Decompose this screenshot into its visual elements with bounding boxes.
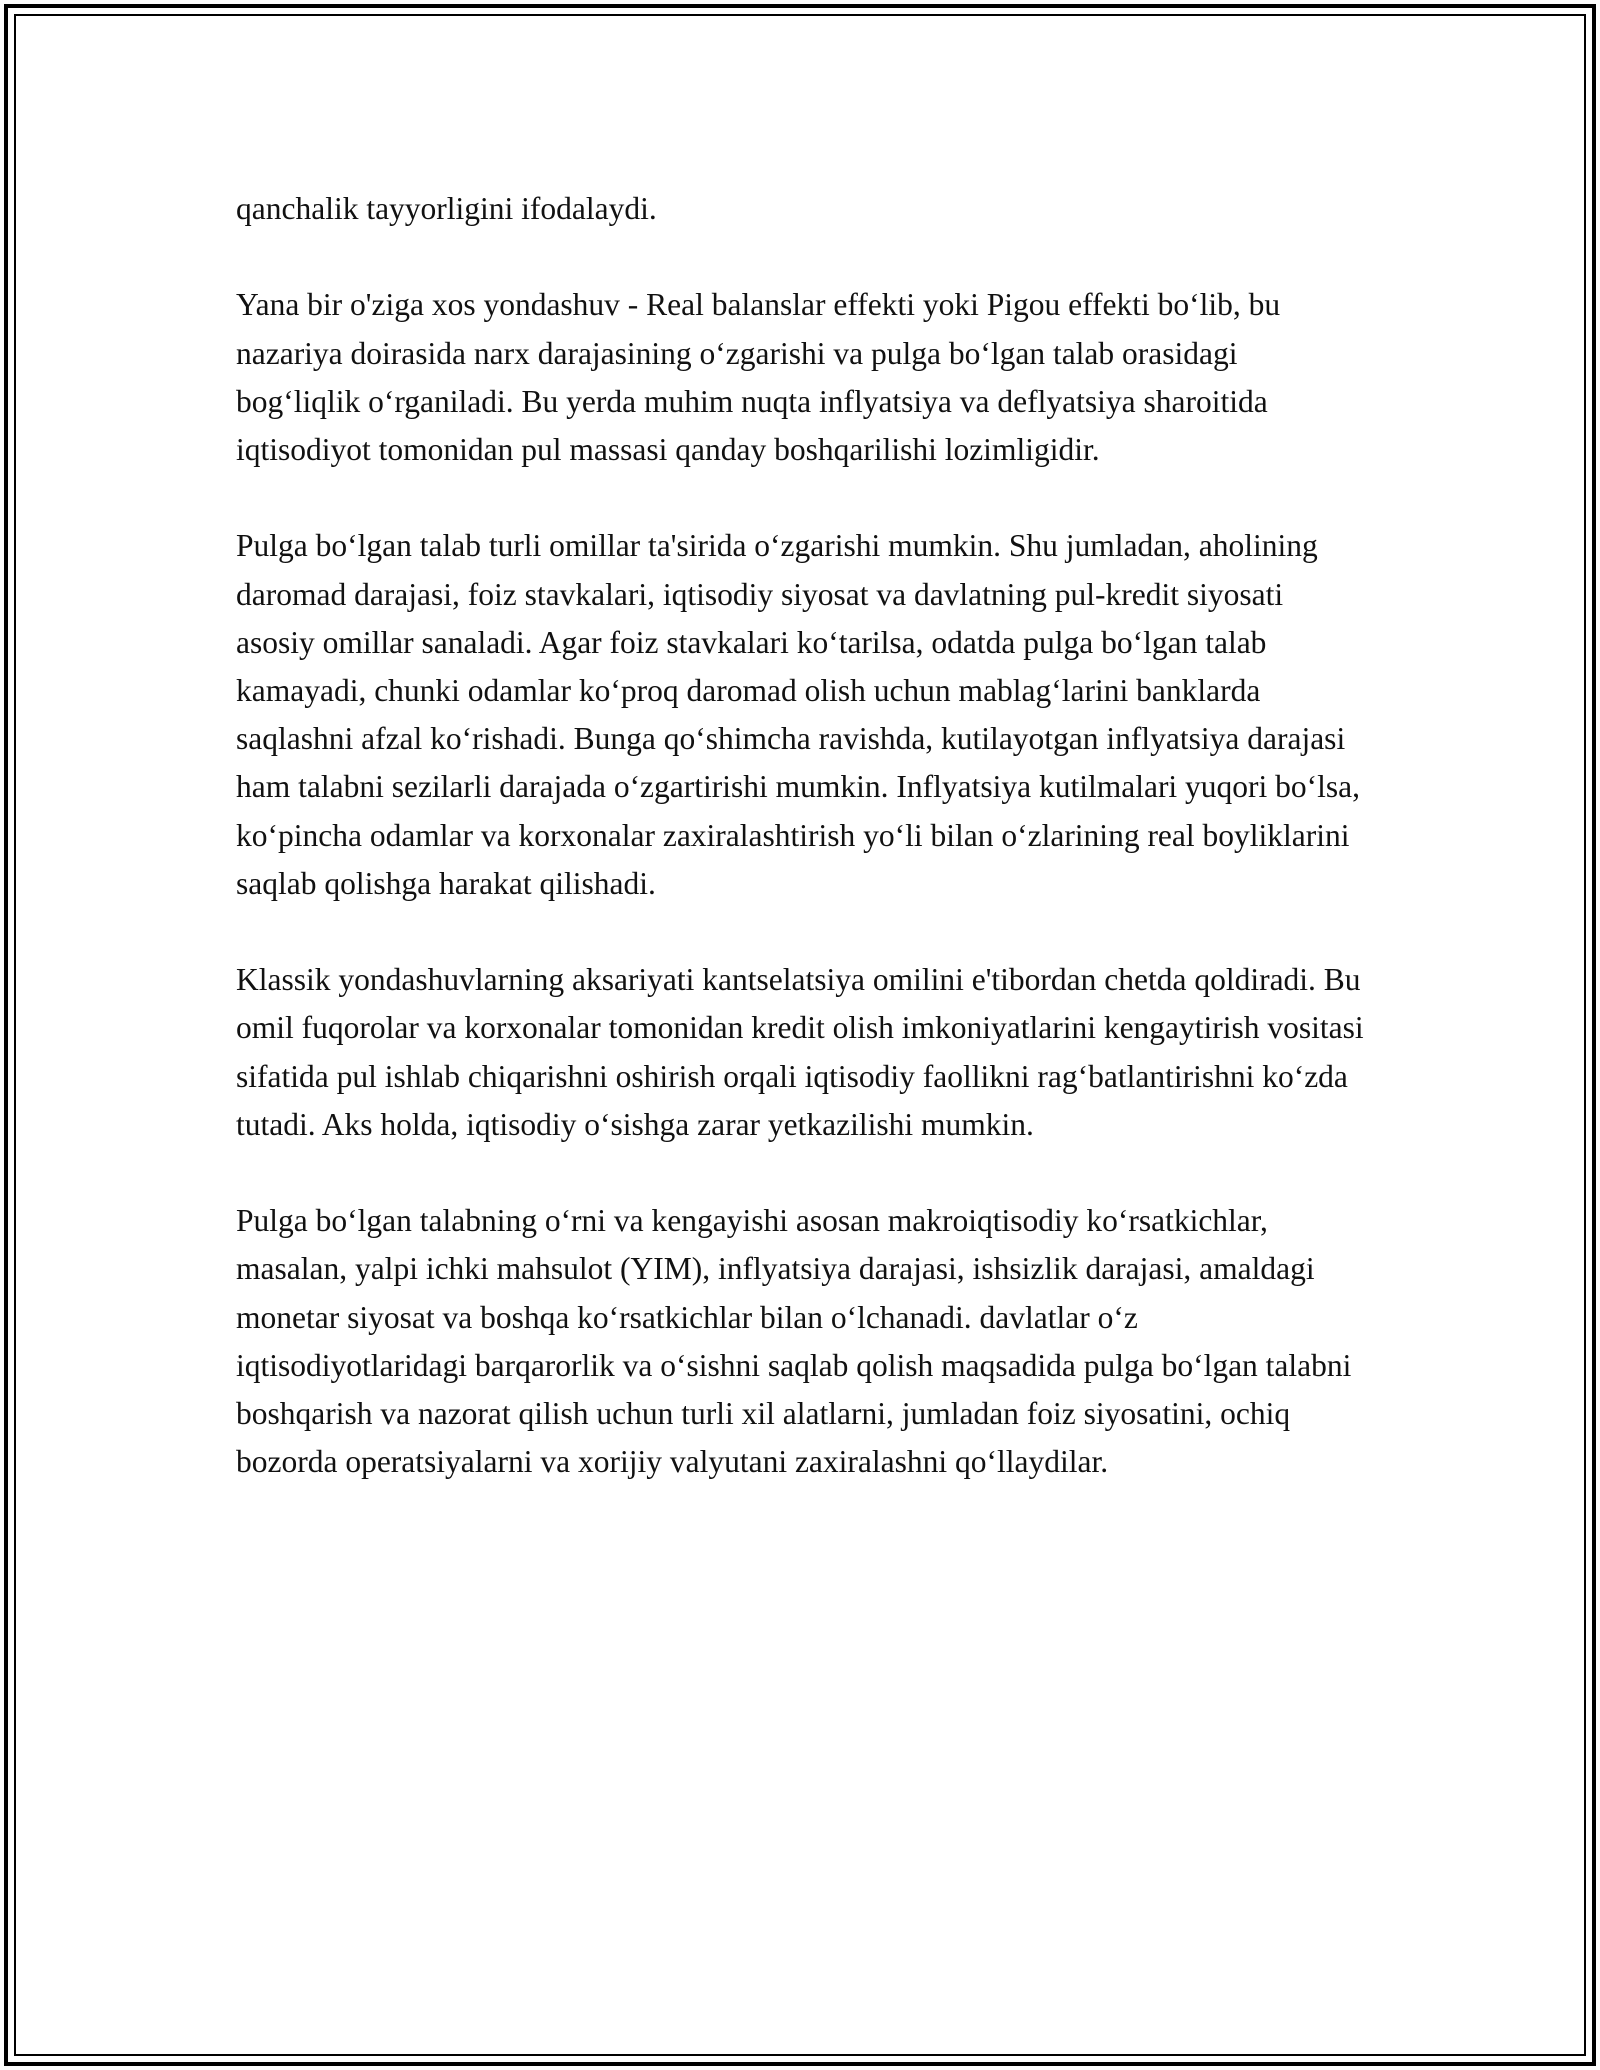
paragraph-5: Pulga bo‘lgan talabning o‘rni va kengayishi asosan makroiqtisodiy ko‘rsatkichlar, masalan, yalpi ichki mahsulot (YIM), inflyatsiya darajasi, ishsizlik darajasi, amaldagi monetar siyosat va boshqa ko‘rsatkichlar bilan o‘lchanadi. davlatlar o‘z iqtisodiyotlaridagi barqarorlik va o‘sishni saqlab qolish maqsadida pulga bo‘lgan talabni boshqarish va nazorat qilish uchun turli xil alatlarni, jumladan foiz siyosatini, ochiq bozorda operatsiyalarni va xorijiy valyutani zaxiralashni qo‘llaydilar.	[236, 1203, 1352, 1480]
paragraph-1: qanchalik tayyorligini ifodalaydi.	[236, 191, 657, 226]
paragraph-4: Klassik yondashuvlarning aksariyati kantselatsiya omilini e'tibordan chetda qoldiradi. Bu omil fuqorolar va korxonalar tomonidan kredit olish imkoniyatlarini kengaytirish vositasi sifatida pul ishlab chiqarishni oshirish orqali iqtisodiy faollikni rag‘batlantirishni ko‘zda tutadi. Aks holda, iqtisodiy o‘sishga zarar yetkazilishi mumkin.	[236, 962, 1364, 1142]
paragraph-3: Pulga bo‘lgan talab turli omillar ta'sirida o‘zgarishi mumkin. Shu jumladan, aholining daromad darajasi, foiz stavkalari, iqtisodiy siyosat va davlatning pul-kredit siyosati asosiy omillar sanaladi. Agar foiz stavkalari ko‘tarilsa, odatda pulga bo‘lgan talab kamayadi, chunki odamlar ko‘proq daromad olish uchun mablag‘larini banklarda saqlashni afzal ko‘rishadi. Bunga qo‘shimcha ravishda, kutilayotgan inflyatsiya darajasi ham talabni sezilarli darajada o‘zgartirishi mumkin. Inflyatsiya kutilmalari yuqori bo‘lsa, ko‘pincha odamlar va korxonalar zaxiralashtirish yo‘li bilan o‘zlarining real boyliklarini saqlab qolishga harakat qilishadi.	[236, 528, 1361, 901]
paragraph-2: Yana bir o'ziga xos yondashuv - Real balanslar effekti yoki Pigou effekti bo‘lib, bu nazariya doirasida narx darajasining o‘zgarishi va pulga bo‘lgan talab orasidagi bog‘liqlik o‘rganiladi. Bu yerda muhim nuqta inflyatsiya va deflyatsiya sharoitida iqtisodiyot tomonidan pul massasi qanday boshqarilishi lozimligidir.	[236, 287, 1281, 467]
document-body	[236, 185, 1366, 1535]
